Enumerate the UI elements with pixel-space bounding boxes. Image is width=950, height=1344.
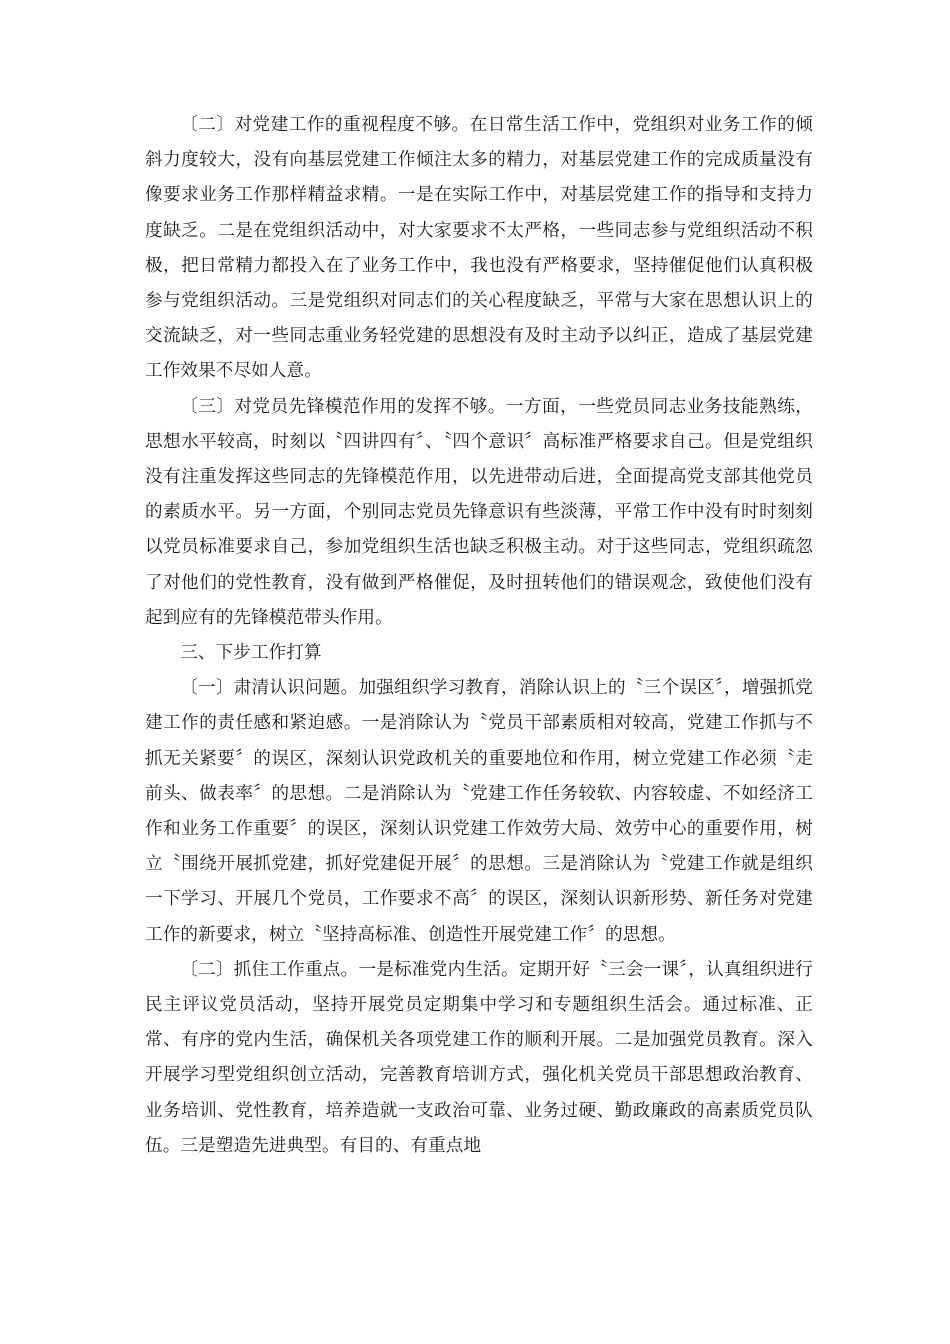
paragraph-key-work-points: 〔二〕抓住工作重点。一是标准党内生活。定期开好〝三会一课〞，认真组织进行民主评议党员活动，坚持开展党员定期集中学习和专题组织生活会。通过标准、正常、有序的党内生活，确保机关各项党建工作的顺利开展。二是加强党员教育。深入开展学习型党组织创立活动，完善教育培训方式，强化机关党员干部思想政治教育、业务培训、党性教育，培养造就一支政治可靠、业务过硬、勤政廉政的高素质党员队伍。三是塑造先进典型。有目的、有重点地 — [145, 959, 813, 1156]
paragraph-party-building-attention: 〔二〕对党建工作的重视程度不够。在日常生活工作中，党组织对业务工作的倾斜力度较大，没有向基层党建工作倾注太多的精力，对基层党建工作的完成质量没有像要求业务工作那样精益求精。一是在实际工作中，对基层党建工作的指导和支持力度缺乏。二是在党组织活动中，对大家要求不太严格，一些同志参与党组织活动不积极，把日常精力都投入在了业务工作中，我也没有严格要求，坚持催促他们认真积极参与党组织活动。三是党组织对同志们的关心程度缺乏，平常与大家在思想认识上的交流缺乏，对一些同志重业务轻党建的思想没有及时主动予以纠正，造成了基层党建工作效果不尽如人意。 — [145, 115, 813, 382]
paragraph-clarify-understanding: 〔一〕肃清认识问题。加强组织学习教育，消除认识上的〝三个误区〞，增强抓党建工作的责任感和紧迫感。一是消除认为〝党员干部素质相对较高，党建工作抓与不抓无关紧要〞的误区，深刻认识党政机关的重要地位和作用，树立党建工作必须〝走前头、做表率〞的思想。二是消除认为〝党建工作任务较软、内容较虚、不如经济工作和业务工作重要〞的误区，深刻认识党建工作效劳大局、效劳中心的重要作用，树立〝围绕开展抓党建，抓好党建促开展〞的思想。三是消除认为〝党建工作就是组织一下学习、开展几个党员，工作要求不高〞的误区，深刻认识新形势、新任务对党建工作的新要求，树立〝坚持高标准、创造性开展党建工作〞的思想。 — [145, 678, 813, 945]
section-heading-next-steps: 三、下步工作打算 — [180, 643, 322, 664]
paragraph-vanguard-role: 〔三〕对党员先锋模范作用的发挥不够。一方面，一些党员同志业务技能熟练，思想水平较高，时刻以〝四讲四有〞、〝四个意识〞高标准严格要求自己。但是党组织没有注重发挥这些同志的先锋模范作用，以先进带动后进，全面提高党支部其他党员的素质水平。另一方面，个别同志党员先锋意识有些淡薄，平常工作中没有时时刻刻以党员标准要求自己，参加党组织生活也缺乏积极主动。对于这些同志，党组织疏忽了对他们的党性教育，没有做到严格催促，及时扭转他们的错误观念，致使他们没有起到应有的先锋模范带头作用。 — [145, 396, 813, 628]
document-page — [145, 108, 813, 1164]
